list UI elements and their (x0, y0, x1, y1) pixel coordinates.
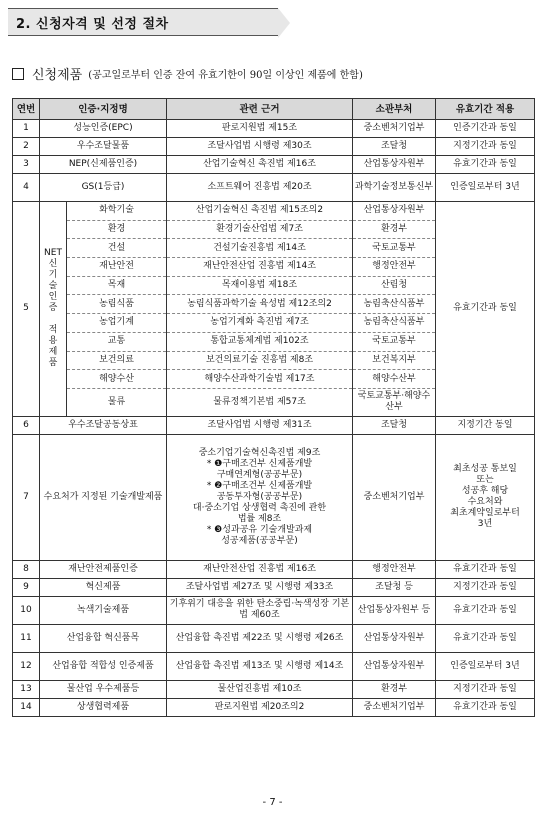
row-no: 4 (13, 174, 40, 202)
basis-line: 구매연계형(공공부문) (216, 469, 303, 480)
validity-line: 최초계약일로부터 (450, 508, 520, 519)
table-row (13, 138, 535, 156)
row-validity: 유효기간과 동일 (436, 596, 535, 624)
row-ministry: 중소벤처기업부 (353, 120, 436, 138)
row-ministry: 환경부 (353, 680, 436, 698)
row-validity: 유효기간과 동일 (436, 156, 535, 174)
net-item-ministry: 국토교통부 (353, 332, 436, 351)
row-no: 7 (13, 434, 40, 560)
row-basis: 기후위기 대응을 위한 탄소중립·녹색성장 기본법 제60조 (167, 596, 353, 624)
header-basis: 관련 근거 (167, 99, 353, 120)
row-no: 8 (13, 560, 40, 578)
row-basis: 재난안전산업 진흥법 제16조 (167, 560, 353, 578)
table-row (13, 578, 535, 596)
basis-line: 중소기업기술혁신촉진법 제9조 (198, 447, 321, 458)
row-ministry: 조달청 (353, 138, 436, 156)
net-label-char: 술 (48, 281, 58, 292)
validity-line: 3년 (477, 519, 493, 530)
row-no: 2 (13, 138, 40, 156)
subheading-label: 신청제품 (32, 68, 83, 83)
row-name: 우수조달물품 (40, 138, 167, 156)
net-item-ministry: 농림축산식품부 (353, 295, 436, 314)
net-item-ministry: 국토교통부·해양수산부 (353, 388, 436, 416)
row-no: 1 (13, 120, 40, 138)
row-name: NEP(신제품인증) (40, 156, 167, 174)
section-title-text: 2. 신청자격 및 선정 절차 (16, 16, 169, 32)
net-label-char: 적 (48, 325, 58, 336)
net-item-ministry: 산업통상자원부 (353, 202, 436, 221)
row-validity: 인증기간과 동일 (436, 120, 535, 138)
net-item-basis: 해양수산과학기술법 제17조 (167, 370, 353, 389)
row-ministry: 조달청 등 (353, 578, 436, 596)
net-item-ministry: 국토교통부 (353, 239, 436, 258)
row-ministry: 산업통상자원부 (353, 156, 436, 174)
net-item-ministry: 산림청 (353, 276, 436, 295)
net-item-name: 건설 (67, 239, 167, 258)
net-label-char: 신 (48, 259, 58, 270)
net-item-name: 환경 (67, 220, 167, 239)
row-basis: 산업융합 촉진법 제22조 및 시행령 제26조 (167, 624, 353, 652)
row-name: 산업융합 적합성 인증제품 (40, 652, 167, 680)
validity-line: 수요처와 (467, 497, 503, 508)
basis-line: 성공제품(공공부문) (221, 535, 298, 546)
net-item-name: 물류 (67, 388, 167, 416)
row-basis (167, 434, 353, 560)
validity-line: 최초성공 통보일 (453, 464, 517, 475)
net-item-name: 교통 (67, 332, 167, 351)
header-ministry: 소관부처 (353, 99, 436, 120)
row-validity: 유효기간과 동일 (436, 698, 535, 716)
net-item-row (13, 202, 535, 221)
table-row (13, 434, 535, 560)
section-title (8, 8, 278, 36)
table-row (13, 156, 535, 174)
row-name: 산업융합 혁신품목 (40, 624, 167, 652)
net-item-basis: 물류정책기본법 제57조 (167, 388, 353, 416)
net-label-top: NET (44, 248, 62, 259)
row-no: 14 (13, 698, 40, 716)
net-item-basis: 농림식품과학기술 육성법 제12조의2 (167, 295, 353, 314)
row-no: 5 (13, 202, 40, 417)
row-validity: 지정기간과 동일 (436, 138, 535, 156)
row-name: 물산업 우수제품등 (40, 680, 167, 698)
validity-line: 또는 (476, 475, 494, 486)
net-vertical-label (40, 202, 67, 417)
row-ministry: 중소벤처기업부 (353, 698, 436, 716)
row-basis: 조달사업법 시행령 제30조 (167, 138, 353, 156)
row-validity: 유효기간과 동일 (436, 560, 535, 578)
net-item-name: 재난안전 (67, 258, 167, 277)
net-label-char: 용 (48, 336, 58, 347)
row-ministry: 행정안전부 (353, 560, 436, 578)
subheading (12, 64, 363, 83)
eligible-products-table (12, 98, 535, 717)
basis-line: 공동투자형(공공부문) (216, 491, 303, 502)
table-row (13, 174, 535, 202)
net-item-basis: 보건의료기술 진흥법 제8조 (167, 351, 353, 370)
net-item-basis: 재난안전산업 진흥법 제14조 (167, 258, 353, 277)
row-name: 수요처가 지정된 기술개발제품 (40, 434, 167, 560)
row-basis: 산업기술혁신 촉진법 제16조 (167, 156, 353, 174)
net-item-basis: 농업기계화 촉진법 제7조 (167, 314, 353, 333)
row-no: 9 (13, 578, 40, 596)
row-basis: 판로지원법 제20조의2 (167, 698, 353, 716)
table-header-row (13, 99, 535, 120)
row-basis: 산업융합 촉진법 제13조 및 시행령 제14조 (167, 652, 353, 680)
row-no: 3 (13, 156, 40, 174)
row-basis: 판로지원법 제15조 (167, 120, 353, 138)
net-item-basis: 환경기술산업법 제7조 (167, 220, 353, 239)
row-name: 혁신제품 (40, 578, 167, 596)
validity-line: 성공후 해당 (461, 486, 509, 497)
table-row (13, 120, 535, 138)
row-name: 성능인증(EPC) (40, 120, 167, 138)
table-row (13, 624, 535, 652)
subheading-note: (공고일로부터 인증 잔여 유효기한이 90일 이상인 제품에 한함) (88, 70, 363, 81)
row-validity: 유효기간과 동일 (436, 202, 535, 417)
row-basis: 조달사업법 시행령 제31조 (167, 416, 353, 434)
net-label-char: 증 (48, 303, 58, 314)
net-item-name: 농림식품 (67, 295, 167, 314)
row-name: 재난안전제품인증 (40, 560, 167, 578)
basis-line: 법률 제8조 (237, 513, 282, 524)
net-label-char: 제 (48, 347, 58, 358)
net-label-char: 기 (48, 270, 58, 281)
net-item-name: 농업기계 (67, 314, 167, 333)
basis-line: * ❷구매조건부 신제품개발 (206, 480, 313, 491)
net-item-name: 목재 (67, 276, 167, 295)
net-item-ministry: 행정안전부 (353, 258, 436, 277)
net-item-ministry: 환경부 (353, 220, 436, 239)
net-item-ministry: 해양수산부 (353, 370, 436, 389)
header-no: 연번 (13, 99, 40, 120)
row-basis: 조달사업법 제27조 및 시행령 제33조 (167, 578, 353, 596)
row-name: 녹색기술제품 (40, 596, 167, 624)
table-row (13, 560, 535, 578)
basis-line: * ❶구매조건부 신제품개발 (206, 458, 313, 469)
checkbox-square-icon (12, 68, 24, 80)
header-validity: 유효기간 적용 (436, 99, 535, 120)
net-item-basis: 건설기술진흥법 제14조 (167, 239, 353, 258)
net-item-ministry: 보건복지부 (353, 351, 436, 370)
net-item-basis: 통합교통체계법 제102조 (167, 332, 353, 351)
net-label-char: 품 (48, 358, 58, 369)
row-ministry: 산업통상자원부 등 (353, 596, 436, 624)
net-item-name: 화학기술 (67, 202, 167, 221)
table-row (13, 698, 535, 716)
row-no: 6 (13, 416, 40, 434)
row-no: 10 (13, 596, 40, 624)
table-body (13, 120, 535, 717)
row-no: 13 (13, 680, 40, 698)
table-row (13, 416, 535, 434)
row-validity: 지정기간 동일 (436, 416, 535, 434)
net-label-char: 인 (48, 292, 58, 303)
basis-line: 대·중소기업 상생협력 촉진에 관한 (192, 502, 327, 513)
row-validity: 인증일로부터 3년 (436, 174, 535, 202)
net-item-name: 해양수산 (67, 370, 167, 389)
net-item-name: 보건의료 (67, 351, 167, 370)
header-name: 인증·지정명 (40, 99, 167, 120)
row-ministry: 과학기술정보통신부 (353, 174, 436, 202)
row-name: 상생협력제품 (40, 698, 167, 716)
table-row (13, 680, 535, 698)
row-validity: 지정기간과 동일 (436, 578, 535, 596)
row-no: 12 (13, 652, 40, 680)
row-ministry: 산업통상자원부 (353, 624, 436, 652)
net-item-ministry: 농림축산식품부 (353, 314, 436, 333)
row-validity: 인증일로부터 3년 (436, 652, 535, 680)
row-ministry: 중소벤처기업부 (353, 434, 436, 560)
row-basis: 물산업진흥법 제10조 (167, 680, 353, 698)
table-row (13, 652, 535, 680)
row-no: 11 (13, 624, 40, 652)
row-validity (436, 434, 535, 560)
page-number: - 7 - (262, 797, 283, 808)
net-item-basis: 산업기술혁신 촉진법 제15조의2 (167, 202, 353, 221)
net-item-basis: 목재이용법 제18조 (167, 276, 353, 295)
row-validity: 지정기간과 동일 (436, 680, 535, 698)
net-label-char (41, 314, 65, 325)
row-validity: 유효기간과 동일 (436, 624, 535, 652)
row-name: 우수조달공동상표 (40, 416, 167, 434)
basis-line: * ❸성과공유 기술개발과제 (206, 524, 313, 535)
row-ministry: 조달청 (353, 416, 436, 434)
row-ministry: 산업통상자원부 (353, 652, 436, 680)
row-name: GS(1등급) (40, 174, 167, 202)
row-basis: 소프트웨어 진흥법 제20조 (167, 174, 353, 202)
table-row (13, 596, 535, 624)
